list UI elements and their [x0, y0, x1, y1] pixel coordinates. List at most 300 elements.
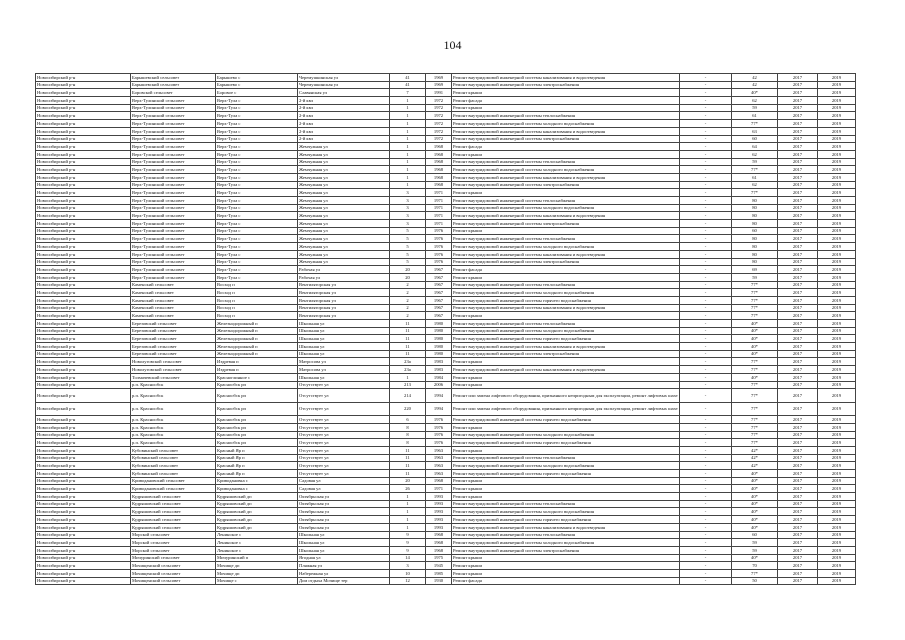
- cell-work-type: Ремонт крыши: [452, 104, 680, 112]
- cell-blank: -: [680, 81, 732, 89]
- cell-year-end: 2019: [818, 366, 856, 374]
- cell-street: Жемчужная ул: [298, 235, 390, 243]
- cell-year-start: 2017: [778, 462, 818, 470]
- repair-schedule-table: [35, 73, 856, 585]
- cell-house-number: 41: [390, 81, 426, 89]
- cell-blank: -: [680, 258, 732, 266]
- cell-blank: -: [680, 89, 732, 97]
- table-row: [36, 477, 856, 485]
- cell-year-end: 2019: [818, 166, 856, 174]
- cell-wear-percent: 62: [732, 150, 778, 158]
- cell-district: Новосибирский р-н: [36, 539, 131, 547]
- cell-year-start: 2017: [778, 446, 818, 454]
- cell-year-built: 2006: [426, 381, 452, 389]
- cell-street: Матросова ул: [298, 366, 390, 374]
- cell-district: Новосибирский р-н: [36, 273, 131, 281]
- cell-year-built: 1976: [426, 227, 452, 235]
- cell-locality: Верх-Тула с: [216, 250, 298, 258]
- cell-blank: -: [680, 539, 732, 547]
- table-row: [36, 335, 856, 343]
- cell-year-end: 2019: [818, 358, 856, 366]
- cell-year-start: 2017: [778, 454, 818, 462]
- cell-settlement-council: Верх-Тулинский сельсовет: [131, 135, 216, 143]
- cell-blank: -: [680, 204, 732, 212]
- cell-street: 2-й квл: [298, 135, 390, 143]
- cell-year-end: 2019: [818, 531, 856, 539]
- cell-settlement-council: Верх-Тулинский сельсовет: [131, 166, 216, 174]
- cell-year-built: 1967: [426, 281, 452, 289]
- cell-wear-percent: 60: [732, 227, 778, 235]
- cell-settlement-council: Кубовинский сельсовет: [131, 446, 216, 454]
- cell-year-built: 1994: [426, 389, 452, 403]
- cell-year-start: 2017: [778, 485, 818, 493]
- cell-house-number: 41: [390, 74, 426, 82]
- cell-wear-percent: 40*: [732, 470, 778, 478]
- cell-house-number: 2: [390, 296, 426, 304]
- cell-house-number: 1: [390, 158, 426, 166]
- cell-year-end: 2019: [818, 220, 856, 228]
- cell-house-number: 11: [390, 446, 426, 454]
- cell-year-start: 2017: [778, 266, 818, 274]
- cell-work-type: Ремонт крыши: [452, 381, 680, 389]
- cell-blank: -: [680, 212, 732, 220]
- cell-district: Новосибирский р-н: [36, 166, 131, 174]
- cell-locality: Красный Яр п: [216, 470, 298, 478]
- cell-locality: Криводановка с: [216, 485, 298, 493]
- cell-work-type: Ремонт внутридомовой инженерной системы теплоснабжения: [452, 281, 680, 289]
- cell-year-built: 1967: [426, 273, 452, 281]
- cell-year-start: 2017: [778, 173, 818, 181]
- cell-year-built: 1968: [426, 477, 452, 485]
- cell-locality: Мочище дп: [216, 569, 298, 577]
- cell-settlement-council: Верх-Тулинский сельсовет: [131, 266, 216, 274]
- cell-year-built: 1993: [426, 523, 452, 531]
- cell-district: Новосибирский р-н: [36, 577, 131, 585]
- cell-year-end: 2019: [818, 281, 856, 289]
- cell-district: Новосибирский р-н: [36, 554, 131, 562]
- cell-blank: -: [680, 74, 732, 82]
- cell-year-end: 2019: [818, 477, 856, 485]
- cell-house-number: 8: [390, 431, 426, 439]
- cell-street: Жемчужная ул: [298, 189, 390, 197]
- table-row: [36, 470, 856, 478]
- cell-year-built: 1968: [426, 539, 452, 547]
- cell-locality: Верх-Тула с: [216, 235, 298, 243]
- cell-year-end: 2019: [818, 158, 856, 166]
- cell-district: Новосибирский р-н: [36, 289, 131, 297]
- cell-street: Вентиляторская ул: [298, 281, 390, 289]
- cell-district: Новосибирский р-н: [36, 243, 131, 251]
- cell-house-number: 1: [390, 508, 426, 516]
- cell-settlement-council: Верх-Тулинский сельсовет: [131, 181, 216, 189]
- cell-street: Октябрьская ул: [298, 523, 390, 531]
- cell-settlement-council: Верх-Тулинский сельсовет: [131, 258, 216, 266]
- cell-blank: -: [680, 373, 732, 381]
- cell-year-end: 2019: [818, 470, 856, 478]
- cell-year-start: 2017: [778, 220, 818, 228]
- cell-settlement-council: Верх-Тулинский сельсовет: [131, 104, 216, 112]
- cell-year-start: 2017: [778, 143, 818, 151]
- cell-locality: Издревая п: [216, 366, 298, 374]
- cell-year-start: 2017: [778, 289, 818, 297]
- cell-wear-percent: 59: [732, 546, 778, 554]
- cell-street: Рабочая ул: [298, 266, 390, 274]
- cell-blank: -: [680, 104, 732, 112]
- cell-year-end: 2019: [818, 289, 856, 297]
- cell-wear-percent: 42: [732, 81, 778, 89]
- cell-year-end: 2019: [818, 402, 856, 416]
- cell-district: Новосибирский р-н: [36, 181, 131, 189]
- cell-year-start: 2017: [778, 304, 818, 312]
- cell-year-start: 2017: [778, 470, 818, 478]
- cell-work-type: Ремонт внутридомовой инженерной системы холодного водоснабжения: [452, 539, 680, 547]
- cell-street: Жемчужная ул: [298, 227, 390, 235]
- cell-year-built: 1991: [426, 89, 452, 97]
- cell-blank: -: [680, 173, 732, 181]
- cell-work-type: Ремонт крыши: [452, 89, 680, 97]
- cell-year-end: 2019: [818, 523, 856, 531]
- cell-settlement-council: Морской сельсовет: [131, 531, 216, 539]
- cell-blank: -: [680, 112, 732, 120]
- cell-wear-percent: 40*: [732, 493, 778, 501]
- cell-year-start: 2017: [778, 104, 818, 112]
- cell-year-built: 1976: [426, 439, 452, 447]
- cell-street: Жемчужная ул: [298, 150, 390, 158]
- cell-year-built: 1993: [426, 500, 452, 508]
- cell-district: Новосибирский р-н: [36, 227, 131, 235]
- cell-year-end: 2019: [818, 373, 856, 381]
- cell-wear-percent: 77*: [732, 166, 778, 174]
- cell-year-built: 1968: [426, 181, 452, 189]
- table-row: [36, 166, 856, 174]
- cell-work-type: Ремонт внутридомовой инженерной системы электроснабжения: [452, 220, 680, 228]
- cell-work-type: Ремонт внутридомовой инженерной системы холодного водоснабжения: [452, 120, 680, 128]
- cell-year-start: 2017: [778, 577, 818, 585]
- cell-wear-percent: 40*: [732, 523, 778, 531]
- cell-year-start: 2017: [778, 181, 818, 189]
- cell-year-end: 2019: [818, 381, 856, 389]
- cell-locality: Восход п: [216, 304, 298, 312]
- cell-year-end: 2019: [818, 312, 856, 320]
- cell-year-end: 2019: [818, 181, 856, 189]
- cell-blank: -: [680, 304, 732, 312]
- cell-blank: -: [680, 197, 732, 205]
- cell-work-type: Ремонт крыши: [452, 358, 680, 366]
- table-row: [36, 523, 856, 531]
- cell-year-built: 1976: [426, 243, 452, 251]
- cell-street: Вентиляторская ул: [298, 296, 390, 304]
- cell-street: Отсутствует ул: [298, 431, 390, 439]
- cell-district: Новосибирский р-н: [36, 423, 131, 431]
- cell-locality: Верх-Тула с: [216, 143, 298, 151]
- cell-settlement-council: р.п. Краснообск: [131, 416, 216, 424]
- cell-house-number: 23а: [390, 358, 426, 366]
- cell-house-number: 1: [390, 97, 426, 105]
- table-row: [36, 273, 856, 281]
- cell-street: Школьная ул: [298, 373, 390, 381]
- cell-settlement-council: Кудряшовский сельсовет: [131, 523, 216, 531]
- cell-year-built: 1968: [426, 531, 452, 539]
- cell-year-built: 1968: [426, 150, 452, 158]
- cell-work-type: Ремонт крыши: [452, 227, 680, 235]
- cell-blank: -: [680, 250, 732, 258]
- cell-district: Новосибирский р-н: [36, 235, 131, 243]
- cell-wear-percent: 42*: [732, 462, 778, 470]
- table-row: [36, 320, 856, 328]
- cell-year-start: 2017: [778, 120, 818, 128]
- table-row: [36, 120, 856, 128]
- cell-house-number: 1: [390, 523, 426, 531]
- cell-locality: Верх-Тула с: [216, 273, 298, 281]
- cell-year-start: 2017: [778, 281, 818, 289]
- cell-year-start: 2017: [778, 250, 818, 258]
- cell-year-start: 2017: [778, 158, 818, 166]
- cell-settlement-council: Верх-Тулинский сельсовет: [131, 220, 216, 228]
- cell-settlement-council: Кубовинский сельсовет: [131, 462, 216, 470]
- table-row: [36, 446, 856, 454]
- table-row: [36, 389, 856, 403]
- cell-year-built: 1976: [426, 416, 452, 424]
- cell-settlement-council: Каменский сельсовет: [131, 304, 216, 312]
- cell-work-type: Ремонт крыши: [452, 423, 680, 431]
- cell-wear-percent: 80: [732, 235, 778, 243]
- cell-district: Новосибирский р-н: [36, 389, 131, 403]
- cell-street: Рабочая ул: [298, 273, 390, 281]
- cell-house-number: 3: [390, 562, 426, 570]
- cell-house-number: 5: [390, 235, 426, 243]
- cell-year-built: 1972: [426, 97, 452, 105]
- cell-year-end: 2019: [818, 227, 856, 235]
- cell-street: Отсутствует ул: [298, 423, 390, 431]
- table-row: [36, 562, 856, 570]
- cell-locality: Барышево с: [216, 81, 298, 89]
- cell-settlement-council: Барышевский сельсовет: [131, 81, 216, 89]
- cell-year-end: 2019: [818, 189, 856, 197]
- cell-locality: Верх-Тула с: [216, 212, 298, 220]
- cell-street: Жемчужная ул: [298, 220, 390, 228]
- cell-district: Новосибирский р-н: [36, 508, 131, 516]
- cell-year-end: 2019: [818, 235, 856, 243]
- cell-year-built: 1968: [426, 166, 452, 174]
- cell-locality: Краснообск рп: [216, 431, 298, 439]
- cell-blank: -: [680, 266, 732, 274]
- cell-year-end: 2019: [818, 327, 856, 335]
- cell-work-type: Ремонт внутридомовой инженерной системы теплоснабжения: [452, 500, 680, 508]
- cell-work-type: Ремонт внутридомовой инженерной системы электроснабжения: [452, 81, 680, 89]
- cell-district: Новосибирский р-н: [36, 74, 131, 82]
- cell-house-number: 20: [390, 273, 426, 281]
- cell-settlement-council: Барышевский сельсовет: [131, 74, 216, 82]
- cell-year-built: 1968: [426, 158, 452, 166]
- cell-house-number: 5: [390, 250, 426, 258]
- cell-year-start: 2017: [778, 327, 818, 335]
- cell-district: Новосибирский р-н: [36, 296, 131, 304]
- cell-work-type: Ремонт фасада: [452, 97, 680, 105]
- cell-locality: Барышево с: [216, 74, 298, 82]
- cell-year-built: 1993: [426, 493, 452, 501]
- cell-work-type: Ремонт внутридомовой инженерной системы теплоснабжения: [452, 158, 680, 166]
- cell-street: Вентиляторская ул: [298, 304, 390, 312]
- table-row: [36, 243, 856, 251]
- cell-street: Жемчужная ул: [298, 250, 390, 258]
- cell-settlement-council: Новолуговской сельсовет: [131, 366, 216, 374]
- table-row: [36, 539, 856, 547]
- cell-work-type: Ремонт крыши: [452, 554, 680, 562]
- cell-locality: Верх-Тула с: [216, 97, 298, 105]
- table-row: [36, 554, 856, 562]
- cell-locality: Красный Яр п: [216, 454, 298, 462]
- cell-settlement-council: Верх-Тулинский сельсовет: [131, 227, 216, 235]
- cell-district: Новосибирский р-н: [36, 462, 131, 470]
- cell-street: Отсутствует ул: [298, 462, 390, 470]
- cell-locality: Ленинское с: [216, 531, 298, 539]
- cell-wear-percent: 77*: [732, 296, 778, 304]
- cell-wear-percent: 62: [732, 97, 778, 105]
- cell-blank: -: [680, 127, 732, 135]
- cell-settlement-council: Верх-Тулинский сельсовет: [131, 127, 216, 135]
- cell-house-number: 1: [390, 516, 426, 524]
- cell-street: Отсутствует ул: [298, 446, 390, 454]
- cell-settlement-council: Кудряшовский сельсовет: [131, 500, 216, 508]
- cell-year-built: 1967: [426, 289, 452, 297]
- cell-settlement-council: Березовский сельсовет: [131, 320, 216, 328]
- table-row: [36, 97, 856, 105]
- cell-house-number: 11: [390, 343, 426, 351]
- cell-street: Школьная ул: [298, 531, 390, 539]
- cell-wear-percent: 42*: [732, 446, 778, 454]
- cell-house-number: 2: [390, 281, 426, 289]
- cell-year-built: 1930: [426, 577, 452, 585]
- cell-locality: Краснообск рп: [216, 389, 298, 403]
- cell-year-end: 2019: [818, 112, 856, 120]
- cell-year-start: 2017: [778, 273, 818, 281]
- cell-settlement-council: Боровской сельсовет: [131, 89, 216, 97]
- cell-street: Жемчужная ул: [298, 204, 390, 212]
- cell-house-number: 20: [390, 266, 426, 274]
- cell-locality: Красный Яр п: [216, 462, 298, 470]
- cell-district: Новосибирский р-н: [36, 89, 131, 97]
- cell-wear-percent: 80: [732, 212, 778, 220]
- cell-street: Октябрьская ул: [298, 508, 390, 516]
- table-row: [36, 127, 856, 135]
- cell-street: Отсутствует ул: [298, 381, 390, 389]
- table-row: [36, 485, 856, 493]
- cell-street: Отсутствует ул: [298, 416, 390, 424]
- cell-work-type: Ремонт внутридомовой инженерной системы теплоснабжения: [452, 235, 680, 243]
- cell-locality: Восход п: [216, 281, 298, 289]
- cell-blank: -: [680, 366, 732, 374]
- table-row: [36, 289, 856, 297]
- cell-house-number: 11: [390, 470, 426, 478]
- cell-locality: Издревая п: [216, 358, 298, 366]
- cell-year-end: 2019: [818, 416, 856, 424]
- cell-house-number: 9: [390, 546, 426, 554]
- cell-street: Набережная ул: [298, 569, 390, 577]
- cell-wear-percent: 80: [732, 204, 778, 212]
- cell-settlement-council: Верх-Тулинский сельсовет: [131, 243, 216, 251]
- cell-locality: Краснообск рп: [216, 416, 298, 424]
- cell-year-start: 2017: [778, 243, 818, 251]
- cell-year-end: 2019: [818, 150, 856, 158]
- cell-locality: Железнодорожный п: [216, 335, 298, 343]
- table-row: [36, 358, 856, 366]
- cell-year-end: 2019: [818, 493, 856, 501]
- cell-year-start: 2017: [778, 423, 818, 431]
- cell-year-end: 2019: [818, 454, 856, 462]
- cell-locality: Мичуринский п: [216, 554, 298, 562]
- cell-district: Новосибирский р-н: [36, 493, 131, 501]
- cell-year-built: 1967: [426, 312, 452, 320]
- cell-street: Отсутствует ул: [298, 454, 390, 462]
- cell-year-built: 1972: [426, 112, 452, 120]
- cell-work-type: Ремонт крыши: [452, 446, 680, 454]
- cell-wear-percent: 62: [732, 181, 778, 189]
- cell-district: Новосибирский р-н: [36, 454, 131, 462]
- cell-house-number: 3: [390, 220, 426, 228]
- cell-work-type: Ремонт внутридомовой инженерной системы холодного водоснабжения: [452, 431, 680, 439]
- cell-street: 2-й квл: [298, 104, 390, 112]
- cell-blank: -: [680, 150, 732, 158]
- cell-work-type: Ремонт внутридомовой инженерной системы холодного водоснабжения: [452, 243, 680, 251]
- cell-blank: -: [680, 416, 732, 424]
- cell-work-type: Ремонт крыши: [452, 150, 680, 158]
- table-row: [36, 150, 856, 158]
- cell-work-type: Ремонт внутридомовой инженерной системы канализования и водоотведения: [452, 343, 680, 351]
- cell-wear-percent: 40*: [732, 320, 778, 328]
- cell-locality: Ленинское с: [216, 539, 298, 547]
- cell-settlement-council: р.п. Краснообск: [131, 389, 216, 403]
- cell-street: Славянская ул: [298, 89, 390, 97]
- table-row: [36, 327, 856, 335]
- cell-blank: -: [680, 220, 732, 228]
- cell-district: Новосибирский р-н: [36, 189, 131, 197]
- cell-locality: Восход п: [216, 289, 298, 297]
- cell-year-start: 2017: [778, 204, 818, 212]
- cell-house-number: 2: [390, 304, 426, 312]
- cell-blank: -: [680, 327, 732, 335]
- cell-locality: Краснообск рп: [216, 381, 298, 389]
- cell-year-end: 2019: [818, 266, 856, 274]
- cell-year-end: 2019: [818, 343, 856, 351]
- table-row: [36, 423, 856, 431]
- cell-district: Новосибирский р-н: [36, 485, 131, 493]
- table-row: [36, 189, 856, 197]
- table-row: [36, 500, 856, 508]
- cell-year-built: 1969: [426, 81, 452, 89]
- cell-district: Новосибирский р-н: [36, 439, 131, 447]
- cell-locality: Железнодорожный п: [216, 343, 298, 351]
- cell-year-start: 2017: [778, 312, 818, 320]
- cell-year-start: 2017: [778, 358, 818, 366]
- cell-locality: Кудряшовский дп: [216, 516, 298, 524]
- cell-work-type: Ремонт внутридомовой инженерной системы теплоснабжения: [452, 454, 680, 462]
- cell-district: Новосибирский р-н: [36, 197, 131, 205]
- cell-year-start: 2017: [778, 127, 818, 135]
- cell-street: Садовая ул: [298, 485, 390, 493]
- cell-district: Новосибирский р-н: [36, 327, 131, 335]
- cell-street: Черемушкинская ул: [298, 74, 390, 82]
- table-row: [36, 493, 856, 501]
- cell-street: Школьная ул: [298, 335, 390, 343]
- cell-year-end: 2019: [818, 204, 856, 212]
- cell-work-type: Ремонт внутридомовой инженерной системы холодного водоснабжения: [452, 166, 680, 174]
- cell-wear-percent: 59: [732, 104, 778, 112]
- cell-wear-percent: 69: [732, 266, 778, 274]
- cell-year-end: 2019: [818, 258, 856, 266]
- cell-locality: Красный Яр п: [216, 446, 298, 454]
- cell-blank: -: [680, 143, 732, 151]
- cell-year-end: 2019: [818, 508, 856, 516]
